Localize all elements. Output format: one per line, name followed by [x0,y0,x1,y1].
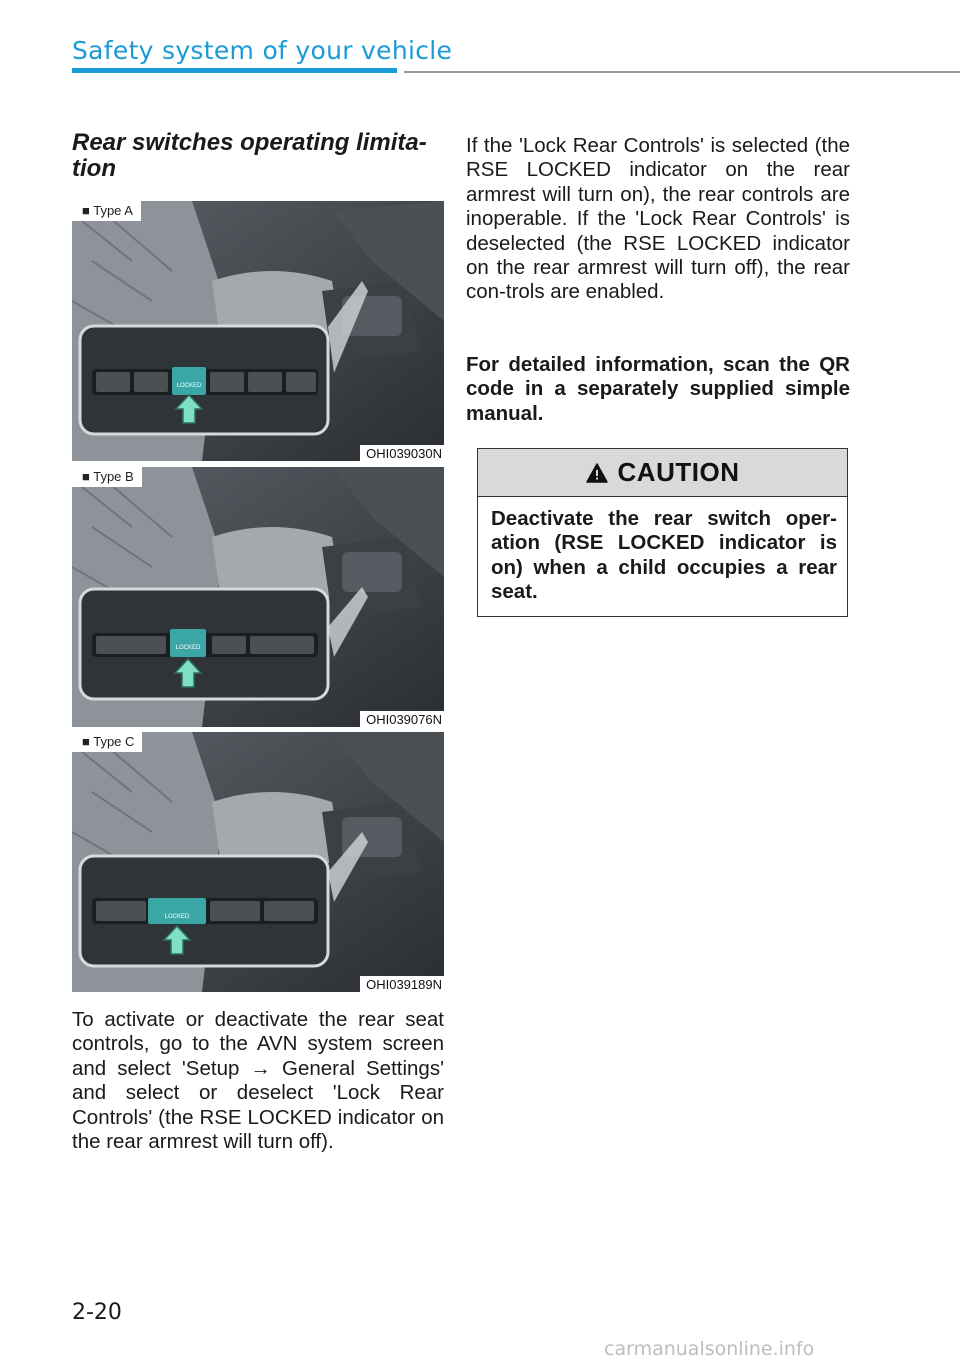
figure-type-b [72,467,444,727]
caution-title: CAUTION [617,457,740,487]
caution-box [477,448,848,617]
seat-illustration [72,732,444,992]
seat-illustration [72,467,444,727]
figure-type-label: ■ Type A [72,201,141,221]
section-heading: Rear switches operating limita- tion [72,129,427,182]
figure-type-a [72,201,444,461]
figure-type-label: ■ Type B [72,467,142,487]
page-number: 2-20 [72,1300,122,1325]
left-body-paragraph: To activate or deactivate the rear seat controls, go to the AVN system screen and select 'Setup → General Settings' and select or deselect 'Lock Rear Controls' (the RSE LOCKED indicator on the rear armrest will turn off). [72,1008,444,1154]
figure-type-c [72,732,444,992]
caution-text: Deactivate the rear switch oper-ation (RSE LOCKED indicator is on) when a child occupies a rear seat. [491,507,837,604]
figure-code: OHI039189N [360,976,444,992]
figure-code: OHI039076N [360,711,444,727]
figure-type-label: ■ Type C [72,732,142,752]
caution-header [478,449,847,497]
header-accent-bar [72,68,397,73]
locked-indicator-label: LOCKED [175,645,201,651]
right-body-paragraph: If the 'Lock Rear Controls' is selected (the RSE LOCKED indicator on the rear armrest will turn on), the rear controls are inoperable. If the 'Lock Rear Controls' is deselected (the RSE LOCKED indicator on the rear armrest will turn off), the rear con-trols are enabled. [466,134,850,304]
section-header-title: Safety system of your vehicle [72,36,453,65]
locked-indicator-label: LOCKED [164,914,190,920]
header-divider [404,71,960,73]
figure-code: OHI039030N [360,445,444,461]
qr-code-note: For detailed information, scan the QR code in a separately supplied simple manual. [466,353,850,425]
locked-indicator-label: LOCKED [176,383,202,389]
warning-triangle-icon [586,463,608,483]
watermark: carmanualsonline.info [604,1338,815,1360]
seat-illustration [72,201,444,461]
